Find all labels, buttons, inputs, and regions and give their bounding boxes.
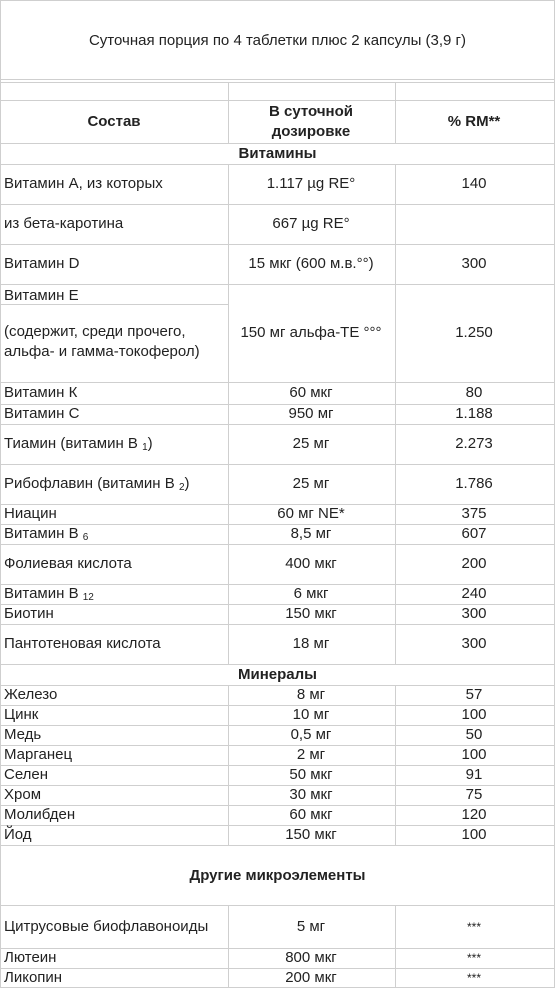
daily-dose: 30 мкг: [289, 786, 333, 803]
ingredient-name: Биотин: [4, 605, 54, 622]
ingredient-name: Цитрусовые биофлавоноиды: [4, 918, 209, 935]
ingredient-name: Йод: [4, 826, 32, 843]
rm-percent: 607: [461, 525, 487, 542]
daily-dose: 15 мкг (600 м.в.°°): [248, 255, 374, 272]
ingredient-name: Витамин А, из которых: [4, 175, 163, 192]
daily-dose: 8 мг: [296, 686, 326, 703]
ingredient-name: Тиамин (витамин В $_1$): [4, 435, 153, 453]
daily-dose: 2 мг: [296, 746, 326, 763]
daily-dose: 10 мг: [292, 706, 330, 723]
daily-dose: 150 мг альфа-ТЕ °°°: [240, 324, 382, 341]
rm-percent: ***: [466, 920, 481, 934]
daily-dose: 667 µg RE°: [272, 215, 350, 232]
daily-dose: 60 мкг: [289, 806, 333, 823]
header-daily-dose: В суточной дозировке: [269, 103, 353, 140]
ingredient-name: Витамин В $_{12}$: [4, 585, 94, 603]
rm-percent: ***: [466, 951, 481, 965]
rm-percent: 1.188: [455, 405, 493, 422]
daily-dose: 400 мкг: [285, 555, 337, 572]
ingredient-name: Пантотеновая кислота: [4, 635, 161, 652]
daily-dose: 50 мкг: [289, 766, 333, 783]
header-rm: % RM**: [447, 113, 501, 130]
rm-percent: 57: [465, 686, 483, 703]
ingredient-name: Витамин В $_6$: [4, 525, 89, 543]
table-caption: Суточная порция по 4 таблетки плюс 2 капсулы (3,9 г): [88, 32, 467, 49]
ingredient-name: Витамин D: [4, 255, 80, 272]
daily-dose: 5 мг: [296, 918, 326, 935]
daily-dose: 200 мкг: [285, 969, 337, 986]
rm-percent: 300: [461, 635, 487, 652]
daily-dose: 6 мкг: [293, 585, 329, 602]
ingredient-name: Марганец: [4, 746, 73, 763]
ingredient-note: (содержит, среди прочего, альфа- и гамма-токоферол): [4, 323, 200, 360]
ingredient-name: Ликопин: [4, 969, 63, 986]
rm-percent: 1.786: [455, 475, 493, 492]
rm-percent: 300: [461, 605, 487, 622]
rm-percent: 300: [461, 255, 487, 272]
daily-dose: 60 мг NE*: [277, 505, 345, 522]
ingredient-name: из бета-каротина: [4, 215, 124, 232]
rm-percent: 1.250: [455, 324, 493, 341]
ingredient-name: Рибофлавин (витамин В $_2$): [4, 475, 190, 493]
subscript: 6: [82, 532, 89, 543]
ingredient-name: Фолиевая кислота: [4, 555, 132, 572]
ingredient-name: Витамин Е: [4, 287, 79, 304]
subscript: 2: [178, 482, 185, 493]
ingredient-name: Селен: [4, 766, 49, 783]
rm-percent: 140: [461, 175, 487, 192]
ingredient-name: Цинк: [4, 706, 39, 723]
daily-dose: 800 мкг: [285, 949, 337, 966]
ingredient-name: Молибден: [4, 806, 76, 823]
rm-percent: 100: [461, 706, 487, 723]
ingredient-name: Хром: [4, 786, 42, 803]
rm-percent: 100: [461, 826, 487, 843]
rm-percent: 375: [461, 505, 487, 522]
daily-dose: 8,5 мг: [290, 525, 332, 542]
section-vitamins: Витамины: [238, 145, 317, 162]
daily-dose: 18 мг: [292, 635, 330, 652]
rm-percent: ***: [466, 971, 481, 985]
rm-percent: 91: [465, 766, 483, 783]
daily-dose: 1.117 µg RE°: [266, 175, 356, 192]
rm-percent: 120: [461, 806, 487, 823]
daily-dose: 0,5 мг: [290, 726, 332, 743]
header-composition: Состав: [87, 113, 141, 130]
ingredient-name: Витамин С: [4, 405, 80, 422]
subscript: 1: [142, 442, 148, 453]
section-other: Другие микроэлементы: [189, 867, 366, 884]
daily-dose: 150 мкг: [285, 605, 337, 622]
daily-dose: 25 мг: [292, 475, 330, 492]
daily-dose: 150 мкг: [285, 826, 337, 843]
rm-percent: 100: [461, 746, 487, 763]
rm-percent: 2.273: [455, 435, 493, 452]
section-minerals: Минералы: [238, 666, 317, 683]
daily-dose: 25 мг: [292, 435, 330, 452]
rm-percent: 200: [461, 555, 487, 572]
daily-dose: 950 мг: [288, 405, 334, 422]
ingredient-name: Лютеин: [4, 949, 57, 966]
rm-percent: 240: [461, 585, 487, 602]
subscript: 12: [82, 592, 94, 603]
ingredient-name: Железо: [4, 686, 58, 703]
rm-percent: 75: [465, 786, 483, 803]
daily-dose: 60 мкг: [289, 384, 333, 401]
ingredient-name: Витамин К: [4, 384, 78, 401]
rm-percent: 80: [465, 384, 483, 401]
ingredient-name: Медь: [4, 726, 42, 743]
rm-percent: 50: [465, 726, 483, 743]
ingredient-name: Ниацин: [4, 505, 57, 522]
